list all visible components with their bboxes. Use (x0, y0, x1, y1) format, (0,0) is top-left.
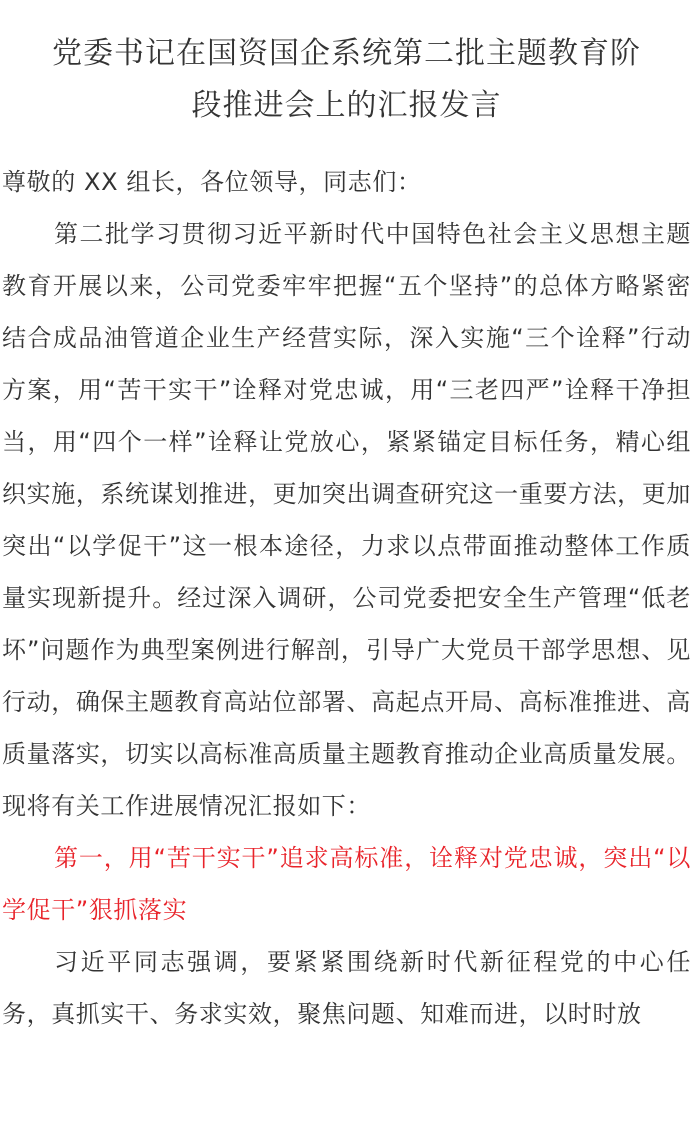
body-paragraph-2: 习近平同志强调，要紧紧围绕新时代新征程党的中心任务，真抓实干、务求实效，聚焦问题、知难而进，以时时放 (2, 948, 691, 1028)
section-heading-1: 第一，用“苦干实干”追求高标准，诠释对党忠诚，突出“以学促干”狠抓落实 (2, 844, 691, 924)
greeting: 尊敬的 XX 组长，各位领导，同志们： (2, 168, 422, 196)
body-paragraph-1: 第二批学习贯彻习近平新时代中国特色社会主义思想主题教育开展以来，公司党委牢牢把握“五个坚持”的总体方略紧密结合成品油管道企业生产经营实际，深入实施“三个诠释”行动方案，用“苦干实干”诠释对党忠诚，用“三老四严”诠释干净担当，用“四个一样”诠释让党放心，紧紧锚定目标任务，精心组织实施，系统谋划推进，更加突出调查研究这一重要方法，更加突出“以学促干”这一根本途径，力求以点带面推动整体工作质量实现新提升。经过深入调研，公司党委把安全生产管理“低老坏”问题作为典型案例进行解剖，引导广大党员干部学思想、见行动，确保主题教育高站位部署、高起点开局、高标准推进、高质量落实，切实以高标准高质量主题教育推动企业高质量发展。现将有关工作进展情况汇报如下： (2, 220, 691, 820)
document-page (0, 28, 693, 1125)
document-title (2, 28, 691, 132)
title-line-2: 段推进会上的汇报发言 (191, 88, 502, 123)
title-line-1: 党委书记在国资国企系统第二批主题教育阶 (52, 36, 641, 71)
